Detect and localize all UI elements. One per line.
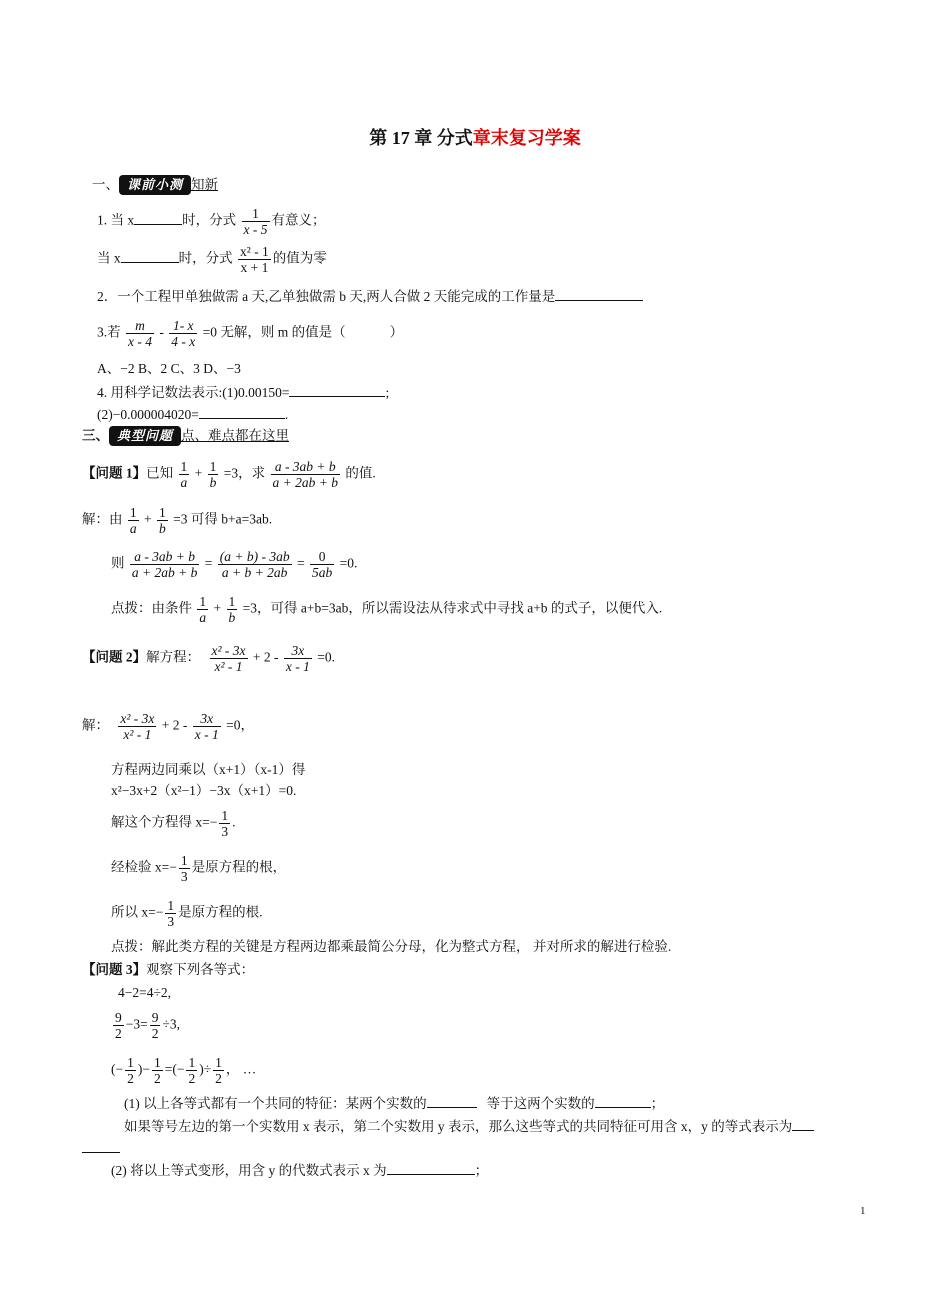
solution-2-line-5: 经检验 x=− $\frac{1}{3}$ 是原方程的根，: [111, 853, 287, 884]
problem-3-question-1b: 如果等号左边的第一个实数用 x 表示，第二个实数用 y 表示，那么这些等式的共同特征可用含 x，y 的等式表示为: [124, 1117, 814, 1135]
problem-3-line-1: 4−2=4÷2,: [118, 985, 172, 1000]
solution-2-line-4: 解这个方程得 x=− $\frac{1}{3}$ .: [111, 808, 236, 839]
problem-3-line-2: $\frac{9}{2}$ −3= $\frac{9}{2}$ ÷3,: [115, 1010, 181, 1041]
solution-1-line-2: 则 $\frac{a - 3ab + b}{a + 2ab + b}$ = $\frac{(a + b) - 3ab}{a + b + 2ab}$ = $\frac{0}{5ab}$ =0.: [111, 549, 358, 580]
problem-2: 【问题 2】解方程： $\frac{\text{x² - 3x}}{\text{x² - 1}}$ + 2 - $\frac{3x}{x - 1}$ =0.: [82, 643, 336, 674]
section-heading-1: 一、 课前小测 知新: [92, 175, 218, 195]
problem-3-line-3: (− $\frac{1}{2}$ )− $\frac{1}{2}$ =(− $\frac{1}{2}$ )÷ $\frac{1}{2}$ ， …: [111, 1055, 257, 1086]
question-1b: 当 x 时，分式 $\frac{\text{x² - 1}}{x + 1}$ 的值为零: [97, 244, 327, 275]
solution-1-hint: 点拨：由条件 $\frac{1}{a}$ + $\frac{1}{b}$ =3，可得 a+b=3ab，所以需设法从待求式中寻找 a+b 的式子，以便代入.: [111, 594, 663, 625]
problem-1: 【问题 1】已知 $\frac{1}{a}$ + $\frac{1}{b}$ =3，求 $\frac{a - 3ab + b}{a + 2ab + b}$ 的值.: [82, 459, 376, 490]
solution-2-hint: 点拨：解此类方程的关键是方程两边都乘最简公分母，化为整式方程， 并对所求的解进行检验.: [111, 939, 672, 954]
question-3: 3.若 $\frac{m}{x - 4}$ - $\frac{1- x}{4 - x}$ =0 无解，则 m 的值是（ ）: [97, 318, 404, 349]
solution-2-line-1: 解： $\frac{\text{x² - 3x}}{\text{x² - 1}}$ + 2 - $\frac{3x}{x - 1}$ =0，: [82, 711, 255, 742]
problem-3-question-1: (1) 以上各等式都有一个共同的特征：某两个实数的 等于这两个实数的 ；: [124, 1096, 665, 1111]
problem-3-question-2: (2) 将以上等式变形，用含 y 的代数式表示 x 为 ；: [111, 1163, 489, 1178]
page-title: 第 17 章 分式章末复习学案: [369, 128, 581, 148]
question-2: 2．一个工程甲单独做需 a 天,乙单独做需 b 天,两人合做 2 天能完成的工作量是: [97, 287, 643, 305]
question-4b: (2)−0.000004020= .: [97, 407, 289, 422]
solution-2-line-6: 所以 x=− $\frac{1}{3}$ 是原方程的根.: [111, 898, 263, 929]
page-number: 1: [860, 1205, 866, 1217]
problem-3-question-1b-blank: [82, 1139, 120, 1157]
solution-2-line-3: x²−3x+2（x²−1）−3x（x+1）=0.: [111, 783, 297, 798]
question-1: 1. 当 x 时，分式 $\frac{1}{x - 5}$ 有意义；: [97, 206, 326, 237]
section-badge-3: 典型问题: [109, 426, 181, 446]
question-4: 4. 用科学记数法表示:(1)0.00150= ;: [97, 385, 390, 400]
question-3-options: A、−2 B、2 C、3 D、−3: [97, 361, 241, 376]
solution-2-line-2: 方程两边同乘以（x+1）（x-1）得: [111, 762, 306, 777]
section-heading-3: 三、 典型问题 点、难点都在这里: [82, 426, 289, 446]
problem-3: 【问题 3】观察下列各等式：: [82, 962, 255, 977]
solution-1-line-1: 解：由 $\frac{1}{a}$ + $\frac{1}{b}$ =3 可得 b+a=3ab.: [82, 505, 273, 536]
section-badge-1: 课前小测: [119, 175, 191, 195]
